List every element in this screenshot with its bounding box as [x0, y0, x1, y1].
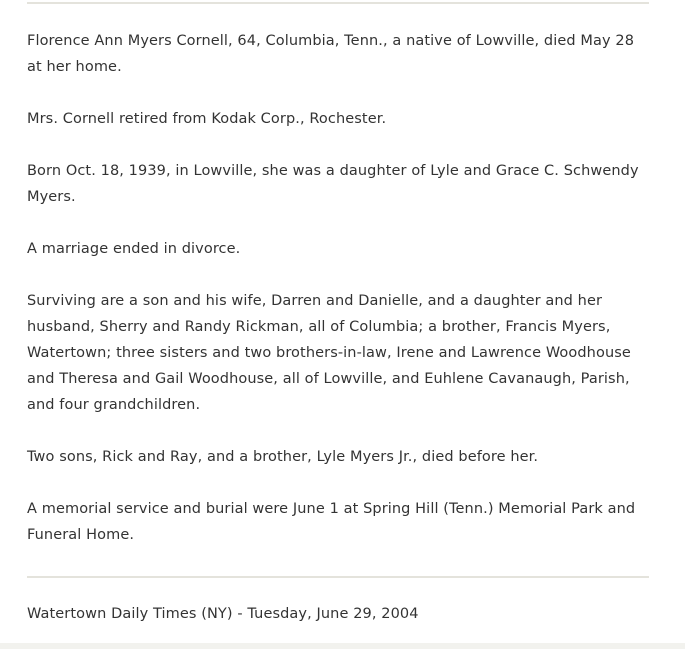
paragraph-survivors: Surviving are a son and his wife, Darren and Danielle, and a daughter and her husband, Sherry and Randy Rickman, all of Columbia; a brother, Francis Myers, Watertown; three sisters and two brothers-in-law, Irene and Lawrence Woodhouse and Theresa and Gail Woodhouse, all of Lowville, and Euhlene Cavanaugh, Parish, and four grandchildren. — [27, 293, 631, 413]
obituary-article — [27, 0, 649, 627]
paragraph-death-notice: Florence Ann Myers Cornell, 64, Columbia, Tenn., a native of Lowville, died May 28 at her home. — [27, 33, 635, 75]
paragraph-services: A memorial service and burial were June 1 at Spring Hill (Tenn.) Memorial Park and Funeral Home. — [27, 501, 636, 543]
paragraph-birth: Born Oct. 18, 1939, in Lowville, she was a daughter of Lyle and Grace C. Schwendy Myers. — [27, 163, 639, 205]
bottom-divider — [27, 576, 649, 578]
source-citation: Watertown Daily Times (NY) - Tuesday, June 29, 2004 — [27, 606, 419, 622]
paragraph-career: Mrs. Cornell retired from Kodak Corp., Rochester. — [27, 111, 387, 127]
paragraph-predeceased: Two sons, Rick and Ray, and a brother, Lyle Myers Jr., died before her. — [27, 449, 539, 465]
page-footer-band — [0, 643, 685, 649]
article-body — [27, 4, 649, 548]
paragraph-marriage: A marriage ended in divorce. — [27, 241, 241, 257]
